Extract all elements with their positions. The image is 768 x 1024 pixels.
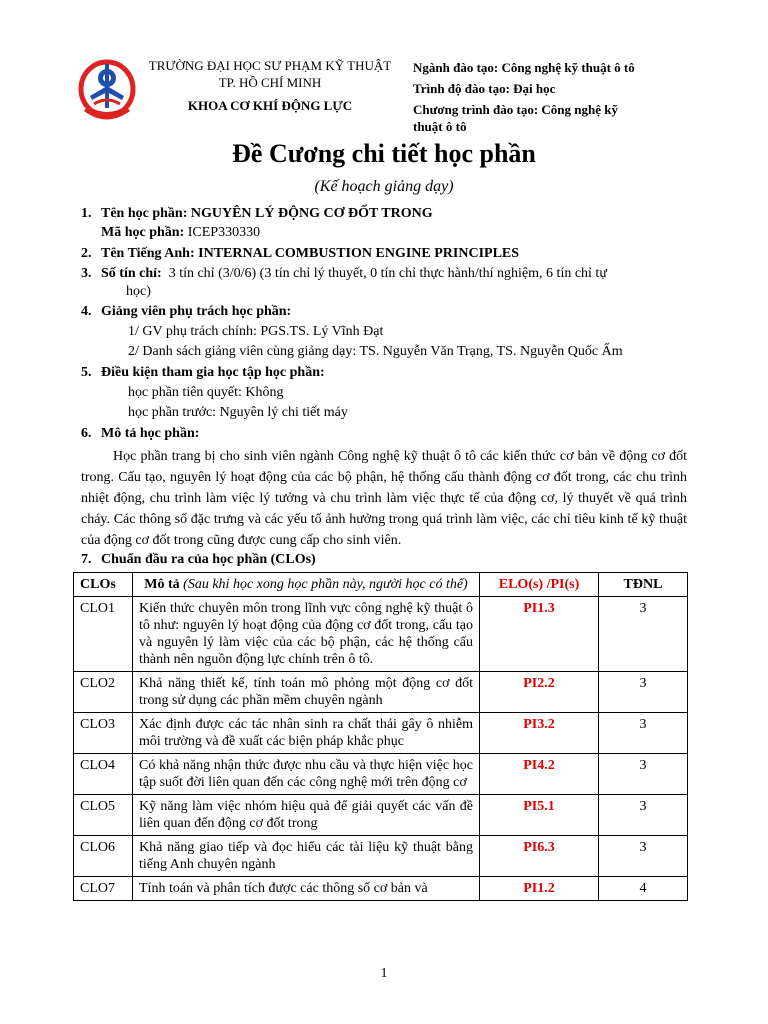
section-number: 1.	[81, 206, 92, 221]
clo-description: Tính toán và phân tích được các thông số cơ bản và	[133, 877, 480, 901]
clo-description: Có khả năng nhận thức được nhu cầu và thực hiện việc học tập suốt đời liên quan đến các công nghệ mới trên động cơ	[133, 754, 480, 795]
section-4	[81, 303, 291, 321]
header-description-bold: Mô tả	[144, 577, 180, 592]
table-row	[74, 836, 688, 877]
clo-table	[73, 572, 688, 901]
table-row	[74, 713, 688, 754]
header-tdnl: TĐNL	[599, 573, 688, 597]
header-elo: ELO(s) /PI(s)	[480, 573, 599, 597]
section-5	[81, 364, 325, 382]
clo-id: CLO1	[74, 597, 133, 672]
section-7-label: Chuẩn đầu ra của học phần (CLOs)	[101, 552, 316, 567]
clo-description: Khả năng thiết kế, tính toán mô phỏng một động cơ đốt trong sử dụng các phần mềm chuyên ngành	[133, 672, 480, 713]
table-row	[74, 672, 688, 713]
credits-line2: học)	[126, 284, 151, 299]
table-row	[74, 877, 688, 901]
tdnl-value: 4	[599, 877, 688, 901]
section-6-label: Mô tả học phần:	[101, 426, 200, 441]
pi-value: PI3.2	[480, 713, 599, 754]
clo-description: Kiến thức chuyên môn trong lĩnh vực công nghệ kỹ thuật ô tô như: nguyên lý hoạt động của động cơ đốt trong, cấu tạo và nguyên lý làm việc của các bộ phận, các hệ thống cấu thành nên nguồn động lực chính trên ô tô.	[133, 597, 480, 672]
previous-course: học phần trước: Nguyên lý chi tiết máy	[128, 405, 348, 420]
program-info	[413, 101, 663, 135]
tdnl-value: 3	[599, 795, 688, 836]
section-number: 6.	[81, 426, 92, 441]
section-4-label: Giảng viên phụ trách học phần:	[101, 304, 292, 319]
page-number: 1	[380, 966, 388, 981]
clo-description: Kỹ năng làm việc nhóm hiệu quả để giải quyết các vấn đề liên quan đến động cơ đốt trong	[133, 795, 480, 836]
header-description-italic: (Sau khi học xong học phần này, người học có thể)	[183, 577, 468, 592]
clo-id: CLO5	[74, 795, 133, 836]
clo-id: CLO7	[74, 877, 133, 901]
faculty-name: KHOA CƠ KHÍ ĐỘNG LỰC	[187, 98, 353, 113]
tdnl-value: 3	[599, 836, 688, 877]
course-name: NGUYÊN LÝ ĐỘNG CƠ ĐỐT TRONG	[190, 206, 433, 221]
tdnl-value: 3	[599, 672, 688, 713]
section-number: 3.	[81, 266, 92, 281]
course-description: Học phần trang bị cho sinh viên ngành Công nghệ kỹ thuật ô tô các kiến thức cơ bản về động cơ đốt trong. Cấu tạo, nguyên lý hoạt động của các bộ phận, hệ thống cấu thành động cơ đốt trong, các chu trình nhiệt động, chu trình làm việc lý tưởng và chu trình làm việc thực tế của động cơ, lý thuyết về quá trình cháy. Các thông số đặc trưng và các yếu tố ảnh hưởng trong quá trình làm việc, các chỉ tiêu kinh tế kỹ thuật của động cơ đốt trong cũng được cung cấp cho sinh viên.	[81, 449, 687, 548]
course-code-line	[101, 224, 260, 242]
table-row	[74, 597, 688, 672]
pi-value: PI1.2	[480, 877, 599, 901]
table-header-row	[74, 573, 688, 597]
clo-description: Xác định được các tác nhân sinh ra chất thải gây ô nhiễm môi trường và đề xuất các biện pháp khắc phục	[133, 713, 480, 754]
tdnl-value: 3	[599, 597, 688, 672]
clo-id: CLO4	[74, 754, 133, 795]
section-3-label: Số tín chỉ:	[101, 266, 162, 281]
lecturer-list: 2/ Danh sách giảng viên cùng giảng dạy: TS. Nguyễn Văn Trạng, TS. Nguyễn Quốc Ấm	[128, 344, 623, 359]
pi-value: PI1.3	[480, 597, 599, 672]
university-city: TP. HỒ CHÍ MINH	[218, 75, 322, 90]
section-7	[81, 551, 316, 569]
major-info: Ngành đào tạo: Công nghệ kỹ thuật ô tô	[413, 60, 635, 75]
pi-value: PI5.1	[480, 795, 599, 836]
section-1	[81, 205, 433, 223]
english-name: INTERNAL COMBUSTION ENGINE PRINCIPLES	[198, 246, 520, 261]
page-subtitle: (Kế hoạch giảng dạy)	[314, 178, 454, 195]
table-row	[74, 795, 688, 836]
pi-value: PI2.2	[480, 672, 599, 713]
pi-value: PI4.2	[480, 754, 599, 795]
tdnl-value: 3	[599, 754, 688, 795]
section-2-label: Tên Tiếng Anh:	[101, 246, 195, 261]
program-line2: thuật ô tô	[413, 119, 467, 134]
pi-value: PI6.3	[480, 836, 599, 877]
credits-line1: 3 tín chỉ (3/0/6) (3 tín chỉ lý thuyết, 0 tín chỉ thực hành/thí nghiệm, 6 tín chỉ tự	[168, 266, 607, 281]
prerequisite: học phần tiên quyết: Không	[128, 385, 284, 400]
table-row	[74, 754, 688, 795]
section-2	[81, 245, 519, 263]
clo-id: CLO3	[74, 713, 133, 754]
section-5-label: Điều kiện tham gia học tập học phần:	[101, 365, 325, 380]
level-info: Trình độ đào tạo: Đại học	[413, 81, 556, 96]
header-clos: CLOs	[74, 573, 133, 597]
section-number: 5.	[81, 365, 92, 380]
course-code: ICEP330330	[187, 225, 261, 240]
section-1-label: Tên học phần:	[101, 206, 188, 221]
section-6	[81, 425, 199, 443]
clo-description: Khả năng giao tiếp và đọc hiểu các tài liệu kỹ thuật bằng tiếng Anh chuyên ngành	[133, 836, 480, 877]
university-logo	[76, 56, 138, 126]
section-number: 7.	[81, 552, 92, 567]
section-number: 2.	[81, 246, 92, 261]
header-description	[133, 573, 480, 597]
lecturer-main: 1/ GV phụ trách chính: PGS.TS. Lý Vĩnh Đạt	[128, 324, 384, 339]
tdnl-value: 3	[599, 713, 688, 754]
clo-id: CLO2	[74, 672, 133, 713]
section-3	[81, 265, 607, 283]
page-title: Đề Cương chi tiết học phần	[232, 139, 536, 168]
section-number: 4.	[81, 304, 92, 319]
course-code-label: Mã học phần:	[101, 225, 185, 240]
program-line1: Chương trình đào tạo: Công nghệ kỹ	[413, 102, 618, 117]
clo-id: CLO6	[74, 836, 133, 877]
university-name: TRƯỜNG ĐẠI HỌC SƯ PHẠM KỸ THUẬT	[148, 58, 392, 73]
